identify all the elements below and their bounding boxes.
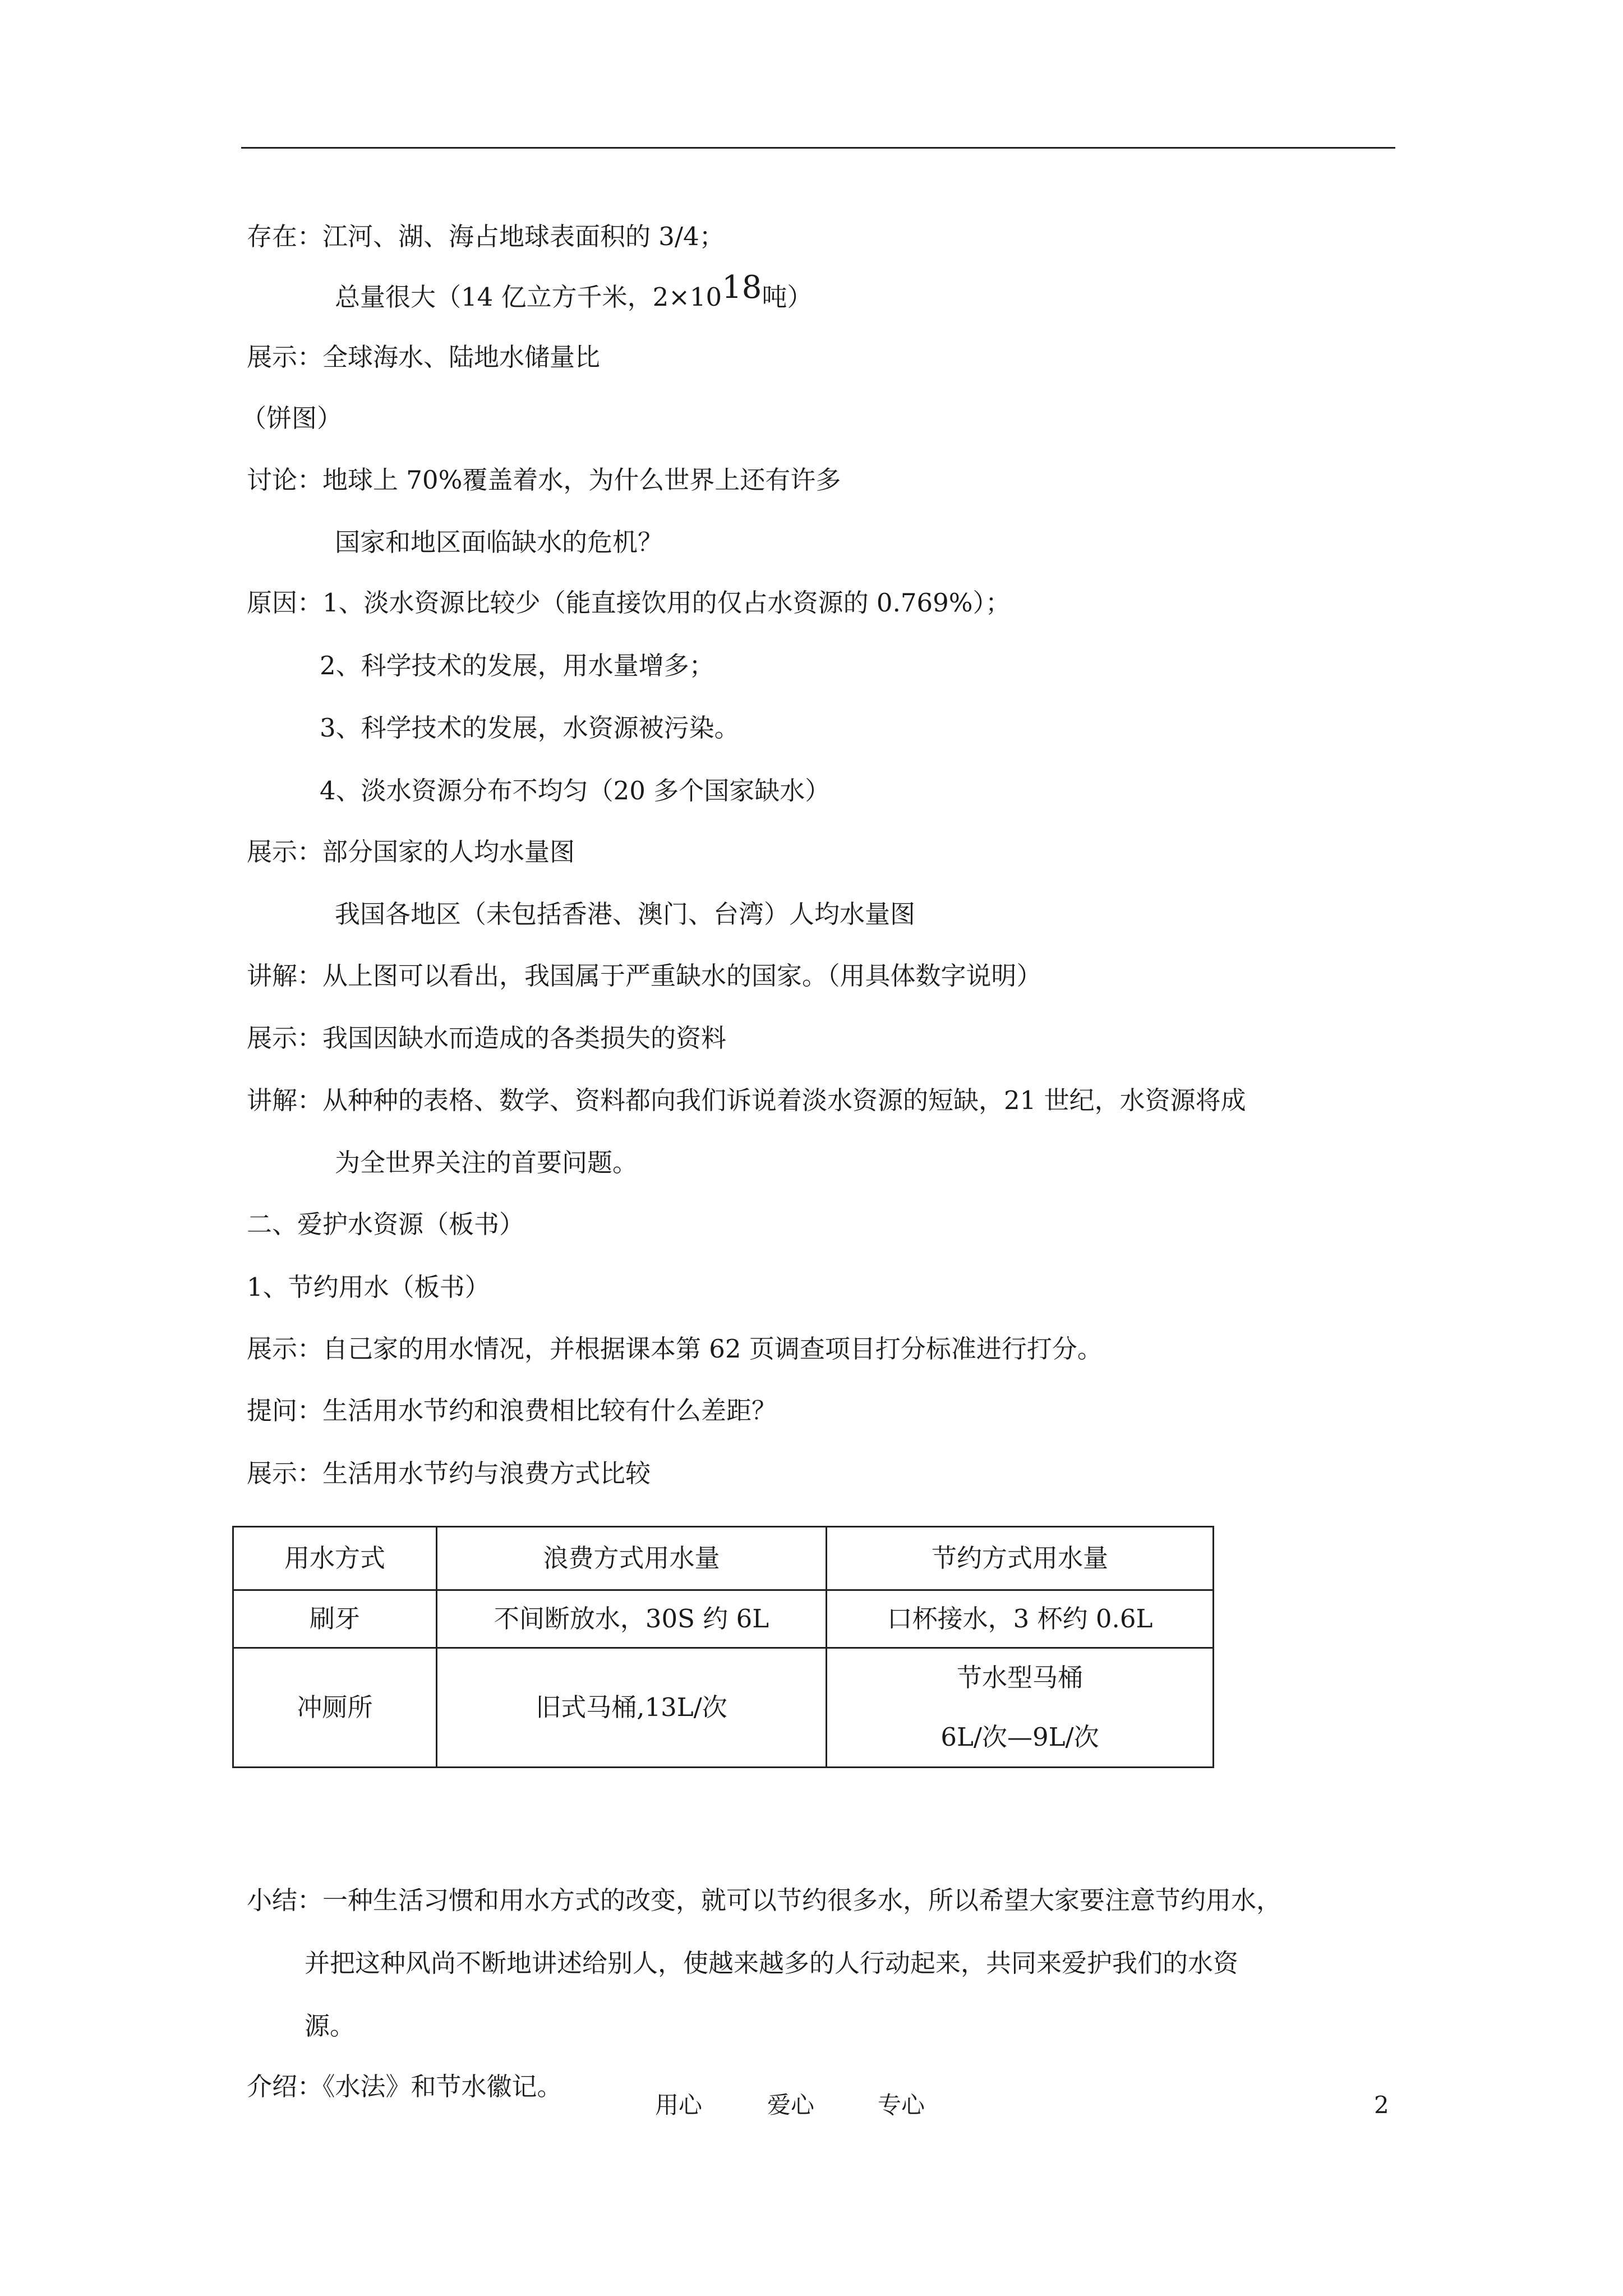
table-cell: 不间断放水，30S 约 6L	[437, 1590, 827, 1648]
text-line: 1、节约用水（板书）	[247, 1272, 490, 1302]
text-line: 原因：1、淡水资源比较少（能直接饮用的仅占水资源的 0.769%）；	[247, 588, 1011, 618]
page-number: 2	[1374, 2091, 1389, 2119]
text-line: 并把这种风尚不断地讲述给别人，使越来越多的人行动起来，共同来爱护我们的水资	[305, 1948, 1239, 1978]
text-line: 存在：江河、湖、海占地球表面积的 3/4；	[247, 222, 725, 251]
text-line-total: 总量很大（14 亿立方千米，$2\times 10^{18}$吨）	[335, 269, 813, 312]
text-line: 讲解：从种种的表格、数学、资料都向我们诉说着淡水资源的短缺，21 世纪，水资源将成	[247, 1085, 1246, 1115]
text-line: 展示：我国因缺水而造成的各类损失的资料	[247, 1023, 727, 1053]
table-header-row	[233, 1527, 1214, 1590]
text-line: 二、爱护水资源（板书）	[247, 1209, 525, 1239]
text-line: 为全世界关注的首要问题。	[335, 1148, 638, 1177]
footer-text-right: 专心	[878, 2091, 925, 2119]
table-header-cell: 浪费方式用水量	[437, 1527, 827, 1590]
table-cell-line: 节水型马桶	[956, 1663, 1083, 1692]
table-cell: 刷牙	[233, 1590, 437, 1648]
text-line: 小结：一种生活习惯和用水方式的改变，就可以节约很多水，所以希望大家要注意节约用水，	[247, 1885, 1282, 1915]
table-cell-line: 6L/次—9L/次	[940, 1722, 1099, 1752]
text-line: 讲解：从上图可以看出，我国属于严重缺水的国家。（用具体数字说明）	[247, 961, 1042, 991]
text-line: 讨论：地球上 70%覆盖着水，为什么世界上还有许多	[247, 465, 841, 495]
text-line: 2、科学技术的发展，用水量增多；	[320, 651, 714, 680]
text-line: 展示：自己家的用水情况，并根据课本第 62 页调查项目打分标准进行打分。	[247, 1334, 1103, 1364]
table-cell: 旧式马桶,13L/次	[437, 1648, 827, 1768]
table-cell: 口杯接水，3 杯约 0.6L	[827, 1590, 1214, 1648]
text-line: 提问：生活用水节约和浪费相比较有什么差距？	[247, 1396, 777, 1425]
text-line: 展示：生活用水节约与浪费方式比较	[247, 1458, 651, 1488]
text-line: 4、淡水资源分布不均匀（20 多个国家缺水）	[320, 776, 831, 806]
table-header-cell: 用水方式	[233, 1527, 437, 1590]
text-line: 国家和地区面临缺水的危机？	[335, 527, 663, 557]
text-line: （饼图）	[241, 403, 343, 433]
text-line: 3、科学技术的发展，水资源被污染。	[320, 713, 740, 743]
text-line: 介绍：《水法》和节水徽记。	[247, 2072, 562, 2101]
footer-text-middle: 爱心	[767, 2091, 815, 2119]
table-row	[233, 1590, 1214, 1648]
footer-text-left: 用心	[655, 2091, 703, 2119]
text-line: 源。	[305, 2011, 356, 2041]
text-line: 我国各地区（未包括香港、澳门、台湾）人均水量图	[335, 899, 916, 929]
header-rule	[241, 147, 1395, 149]
table-row	[233, 1648, 1214, 1768]
text-line: 展示：全球海水、陆地水储量比	[247, 342, 601, 372]
text-line: 展示：部分国家的人均水量图	[247, 837, 575, 867]
water-usage-table	[232, 1526, 1214, 1768]
table-header-cell: 节约方式用水量	[827, 1527, 1214, 1590]
table-cell: 冲厕所	[233, 1648, 437, 1768]
table-cell	[827, 1648, 1214, 1768]
